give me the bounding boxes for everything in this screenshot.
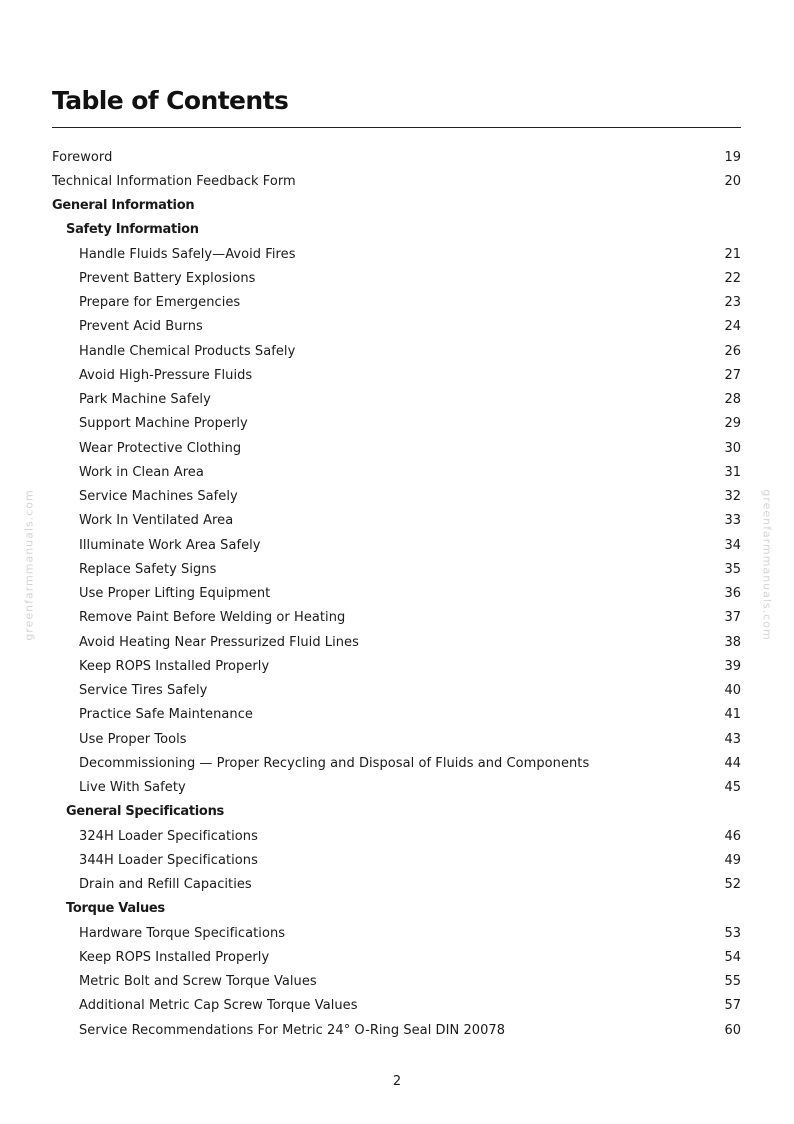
toc-entry-page: 36 xyxy=(724,586,741,602)
toc-entry[interactable] xyxy=(52,557,741,581)
toc-entry-label: Service Recommendations For Metric 24° O-Ring Seal DIN 20078 xyxy=(79,1022,506,1038)
toc-entry-page: 24 xyxy=(724,319,741,335)
toc-entry-page: 55 xyxy=(724,974,741,990)
toc-entry[interactable] xyxy=(52,169,741,193)
page-number: 2 xyxy=(392,1074,402,1089)
toc-entry-page: 37 xyxy=(724,610,741,626)
toc-entry[interactable] xyxy=(52,873,741,897)
toc-section-heading xyxy=(52,194,741,218)
toc-entry[interactable] xyxy=(52,703,741,727)
toc-entry[interactable] xyxy=(52,291,741,315)
toc-entry-page: 21 xyxy=(724,246,741,262)
toc-entry[interactable] xyxy=(52,970,741,994)
toc-entry[interactable] xyxy=(52,921,741,945)
toc-entry[interactable] xyxy=(52,848,741,872)
toc-entry[interactable] xyxy=(52,1018,741,1042)
toc-entry-label: Wear Protective Clothing xyxy=(79,440,242,456)
toc-entry[interactable] xyxy=(52,145,741,169)
toc-entry-label: Avoid Heating Near Pressurized Fluid Lines xyxy=(79,634,359,650)
toc-entry[interactable] xyxy=(52,994,741,1018)
toc-entry-label: 324H Loader Specifications xyxy=(79,828,258,844)
toc-entry-label: Prevent Acid Burns xyxy=(79,319,203,335)
table-of-contents xyxy=(52,145,741,1042)
toc-section-heading xyxy=(52,800,741,824)
toc-entry-label: Remove Paint Before Welding or Heating xyxy=(79,610,346,626)
toc-entry[interactable] xyxy=(52,679,741,703)
toc-entry-page: 45 xyxy=(724,780,741,796)
toc-entry-page: 44 xyxy=(724,755,741,771)
toc-entry-label: Prevent Battery Explosions xyxy=(79,270,256,286)
toc-entry-label: Live With Safety xyxy=(79,780,186,796)
toc-section-heading xyxy=(52,218,741,242)
toc-entry-page: 33 xyxy=(724,513,741,529)
toc-entry-page: 57 xyxy=(724,998,741,1014)
toc-entry-label: Technical Information Feedback Form xyxy=(52,173,296,189)
toc-entry-page: 34 xyxy=(724,537,741,553)
toc-entry[interactable] xyxy=(52,315,741,339)
toc-entry-page: 54 xyxy=(724,949,741,965)
toc-entry-page: 19 xyxy=(724,149,741,165)
toc-entry-page: 41 xyxy=(724,707,741,723)
toc-entry-label: Handle Fluids Safely—Avoid Fires xyxy=(79,246,296,262)
toc-entry[interactable] xyxy=(52,654,741,678)
toc-entry-label: Use Proper Tools xyxy=(79,731,187,747)
toc-entry-label: Metric Bolt and Screw Torque Values xyxy=(79,974,317,990)
toc-entry[interactable] xyxy=(52,339,741,363)
toc-entry[interactable] xyxy=(52,727,741,751)
toc-entry[interactable] xyxy=(52,945,741,969)
toc-entry-page: 39 xyxy=(724,658,741,674)
toc-entry-page: 28 xyxy=(724,392,741,408)
title-divider xyxy=(52,127,741,128)
toc-entry[interactable] xyxy=(52,460,741,484)
toc-entry-label: Use Proper Lifting Equipment xyxy=(79,586,271,602)
toc-entry[interactable] xyxy=(52,388,741,412)
toc-entry[interactable] xyxy=(52,266,741,290)
toc-entry[interactable] xyxy=(52,485,741,509)
toc-entry-page: 30 xyxy=(724,440,741,456)
toc-entry-label: Keep ROPS Installed Properly xyxy=(79,658,270,674)
toc-entry-page: 60 xyxy=(724,1022,741,1038)
toc-entry-label: Safety Information xyxy=(66,222,199,238)
toc-entry-page: 29 xyxy=(724,416,741,432)
toc-entry-page: 40 xyxy=(724,683,741,699)
toc-entry[interactable] xyxy=(52,412,741,436)
toc-entry-label: Handle Chemical Products Safely xyxy=(79,343,296,359)
toc-entry[interactable] xyxy=(52,751,741,775)
toc-entry-page: 32 xyxy=(724,489,741,505)
toc-entry-label: Foreword xyxy=(52,149,113,165)
toc-entry[interactable] xyxy=(52,606,741,630)
toc-entry-page: 22 xyxy=(724,270,741,286)
toc-entry-label: Hardware Torque Specifications xyxy=(79,925,286,941)
toc-entry-label: Drain and Refill Capacities xyxy=(79,877,252,893)
toc-entry-label: Torque Values xyxy=(66,901,165,917)
toc-entry-label: Prepare for Emergencies xyxy=(79,295,241,311)
toc-entry[interactable] xyxy=(52,776,741,800)
toc-entry-label: Practice Safe Maintenance xyxy=(79,707,253,723)
toc-entry-label: Decommissioning — Proper Recycling and Disposal of Fluids and Components xyxy=(79,755,590,771)
toc-entry-label: Illuminate Work Area Safely xyxy=(79,537,261,553)
toc-entry-label: Work in Clean Area xyxy=(79,464,204,480)
toc-section-heading xyxy=(52,897,741,921)
toc-entry[interactable] xyxy=(52,242,741,266)
toc-entry-page: 23 xyxy=(724,295,741,311)
toc-entry-label: General Information xyxy=(52,198,195,214)
toc-entry-label: Avoid High-Pressure Fluids xyxy=(79,367,253,383)
toc-entry[interactable] xyxy=(52,436,741,460)
toc-entry-label: General Specifications xyxy=(66,804,224,820)
toc-entry-page: 43 xyxy=(724,731,741,747)
toc-entry-label: Park Machine Safely xyxy=(79,392,211,408)
toc-entry-label: Replace Safety Signs xyxy=(79,561,217,577)
watermark-right: greenfarmmanuals.com xyxy=(760,489,774,641)
toc-entry[interactable] xyxy=(52,582,741,606)
toc-entry-label: Additional Metric Cap Screw Torque Values xyxy=(79,998,358,1014)
toc-entry-label: Service Tires Safely xyxy=(79,683,208,699)
toc-entry[interactable] xyxy=(52,824,741,848)
toc-entry-label: Keep ROPS Installed Properly xyxy=(79,949,270,965)
toc-entry-label: Work In Ventilated Area xyxy=(79,513,234,529)
toc-entry-label: Service Machines Safely xyxy=(79,489,238,505)
toc-entry[interactable] xyxy=(52,533,741,557)
watermark-left: greenfarmmanuals.com xyxy=(22,489,36,641)
toc-entry-label: Support Machine Properly xyxy=(79,416,248,432)
page-title: Table of Contents xyxy=(52,86,289,115)
toc-entry-page: 20 xyxy=(724,173,741,189)
toc-entry-page: 26 xyxy=(724,343,741,359)
toc-entry-page: 35 xyxy=(724,561,741,577)
toc-entry-page: 27 xyxy=(724,367,741,383)
toc-entry-page: 52 xyxy=(724,877,741,893)
toc-entry-page: 31 xyxy=(724,464,741,480)
toc-entry-page: 53 xyxy=(724,925,741,941)
toc-entry[interactable] xyxy=(52,630,741,654)
toc-entry[interactable] xyxy=(52,509,741,533)
toc-entry-label: 344H Loader Specifications xyxy=(79,852,258,868)
toc-entry-page: 46 xyxy=(724,828,741,844)
toc-entry-page: 38 xyxy=(724,634,741,650)
toc-entry-page: 49 xyxy=(724,852,741,868)
toc-entry[interactable] xyxy=(52,363,741,387)
